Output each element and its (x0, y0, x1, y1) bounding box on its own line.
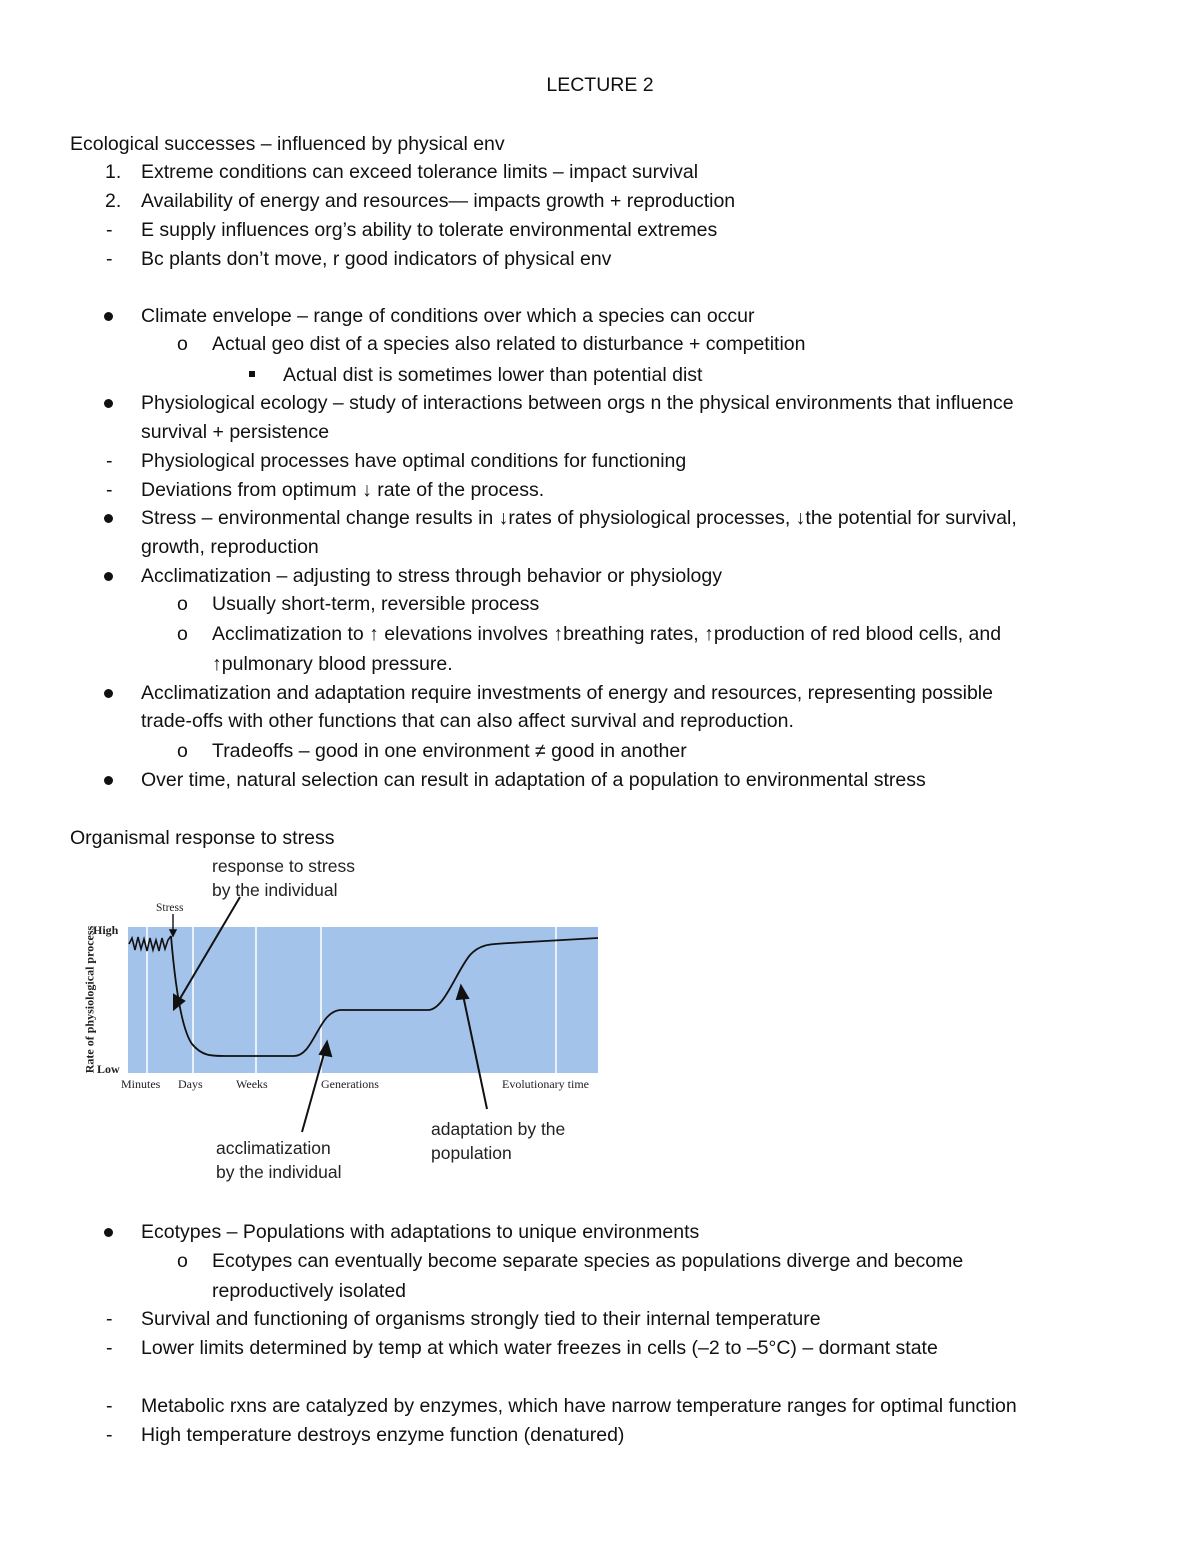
sub-bullet-marker: o (177, 623, 188, 645)
y-low-label: Low (97, 1062, 120, 1076)
x-tick-generations: Generations (321, 1077, 379, 1091)
acclim-adapt-line1: Acclimatization and adaptation require investments of energy and resources, representing possible (141, 682, 993, 704)
bullet-dot (104, 514, 113, 523)
sub-bullet-marker: o (177, 333, 188, 355)
callout-acclimatization-line2: by the individual (216, 1162, 342, 1182)
y-axis-label: Rate of physiological process (82, 925, 97, 1074)
x-tick-minutes: Minutes (121, 1077, 161, 1091)
climate-subsub-text: Actual dist is sometimes lower than potential dist (283, 364, 703, 386)
phys-ecology-line1: Physiological ecology – study of interactions between orgs n the physical environments that influence (141, 392, 1014, 414)
numbered-item-1: Extreme conditions can exceed tolerance limits – impact survival (141, 161, 699, 183)
dash-marker: - (106, 248, 113, 270)
acclim-sub1-text: Usually short-term, reversible process (212, 593, 540, 615)
intro-heading: Ecological successes – influenced by physical env (70, 133, 505, 155)
sub-bullet-marker: o (177, 593, 188, 615)
phys-processes-text: Physiological processes have optimal conditions for functioning (141, 450, 687, 472)
bullet-dot (104, 312, 113, 321)
bullet-dot (104, 1228, 113, 1237)
lower-limits-text: Lower limits determined by temp at which water freezes in cells (–2 to –5°C) – dormant state (141, 1337, 938, 1359)
climate-sub-text: Actual geo dist of a species also related to disturbance + competition (212, 333, 806, 355)
sub-bullet-marker: o (177, 740, 188, 762)
stress-response-figure (70, 852, 630, 1192)
acclim-sub2-line1: Acclimatization to ↑ elevations involves ↑breathing rates, ↑production of red blood cells, and (212, 623, 1002, 645)
acclim-adapt-line2: trade-offs with other functions that can also affect survival and reproduction. (141, 710, 794, 732)
acclim-sub2-line2: ↑pulmonary blood pressure. (212, 653, 453, 675)
x-tick-days: Days (178, 1077, 203, 1091)
square-bullet (249, 371, 255, 377)
metabolic-text: Metabolic rxns are catalyzed by enzymes, which have narrow temperature ranges for optimal function (141, 1395, 1017, 1417)
x-tick-evolutionary-time: Evolutionary time (502, 1077, 589, 1091)
callout-response-line2: by the individual (212, 880, 338, 900)
high-temp-text: High temperature destroys enzyme function (denatured) (141, 1424, 625, 1446)
numbered-item-2: Availability of energy and resources— impacts growth + reproduction (141, 190, 736, 212)
dash-marker: - (106, 479, 113, 501)
x-tick-weeks: Weeks (236, 1077, 268, 1091)
dash-marker: - (106, 1395, 113, 1417)
tradeoffs-text: Tradeoffs – good in one environment ≠ good in another (212, 740, 687, 762)
dash-marker: - (106, 1337, 113, 1359)
list-number-1: 1. (105, 161, 122, 183)
bullet-dot (104, 399, 113, 408)
page-title: LECTURE 2 (546, 74, 654, 96)
acclimatization-text: Acclimatization – adjusting to stress through behavior or physiology (141, 565, 722, 587)
dash-marker: - (106, 219, 113, 241)
dash-marker: - (106, 1424, 113, 1446)
stress-line2: growth, reproduction (141, 536, 319, 558)
bullet-dot (104, 776, 113, 785)
ecotypes-text: Ecotypes – Populations with adaptations to unique environments (141, 1221, 700, 1243)
stress-response-diagram (70, 852, 630, 1192)
y-high-label: High (93, 923, 119, 937)
dash-marker: - (106, 1308, 113, 1330)
callout-adaptation-line2: population (431, 1143, 512, 1163)
survival-text: Survival and functioning of organisms strongly tied to their internal temperature (141, 1308, 821, 1330)
ecotypes-sub-line2: reproductively isolated (212, 1280, 407, 1302)
sub-bullet-marker: o (177, 1250, 188, 1272)
dash-item: E supply influences org’s ability to tolerate environmental extremes (141, 219, 718, 241)
list-number-2: 2. (105, 190, 122, 212)
bullet-dot (104, 689, 113, 698)
deviations-text: Deviations from optimum ↓ rate of the process. (141, 479, 545, 501)
ecotypes-sub-line1: Ecotypes can eventually become separate species as populations diverge and become (212, 1250, 964, 1272)
dash-item: Bc plants don’t move, r good indicators of physical env (141, 248, 612, 270)
callout-response-line1: response to stress (212, 856, 355, 876)
phys-ecology-line2: survival + persistence (141, 421, 330, 443)
callout-adaptation-line1: adaptation by the (431, 1119, 566, 1139)
dash-marker: - (106, 450, 113, 472)
figure-heading: Organismal response to stress (70, 827, 335, 849)
bullet-dot (104, 572, 113, 581)
climate-envelope-text: Climate envelope – range of conditions over which a species can occur (141, 305, 755, 327)
callout-acclimatization-line1: acclimatization (216, 1138, 331, 1158)
stress-label: Stress (156, 902, 184, 914)
over-time-text: Over time, natural selection can result in adaptation of a population to environmental stress (141, 769, 926, 791)
stress-line1: Stress – environmental change results in ↓rates of physiological processes, ↓the potential for survival, (141, 507, 1017, 529)
